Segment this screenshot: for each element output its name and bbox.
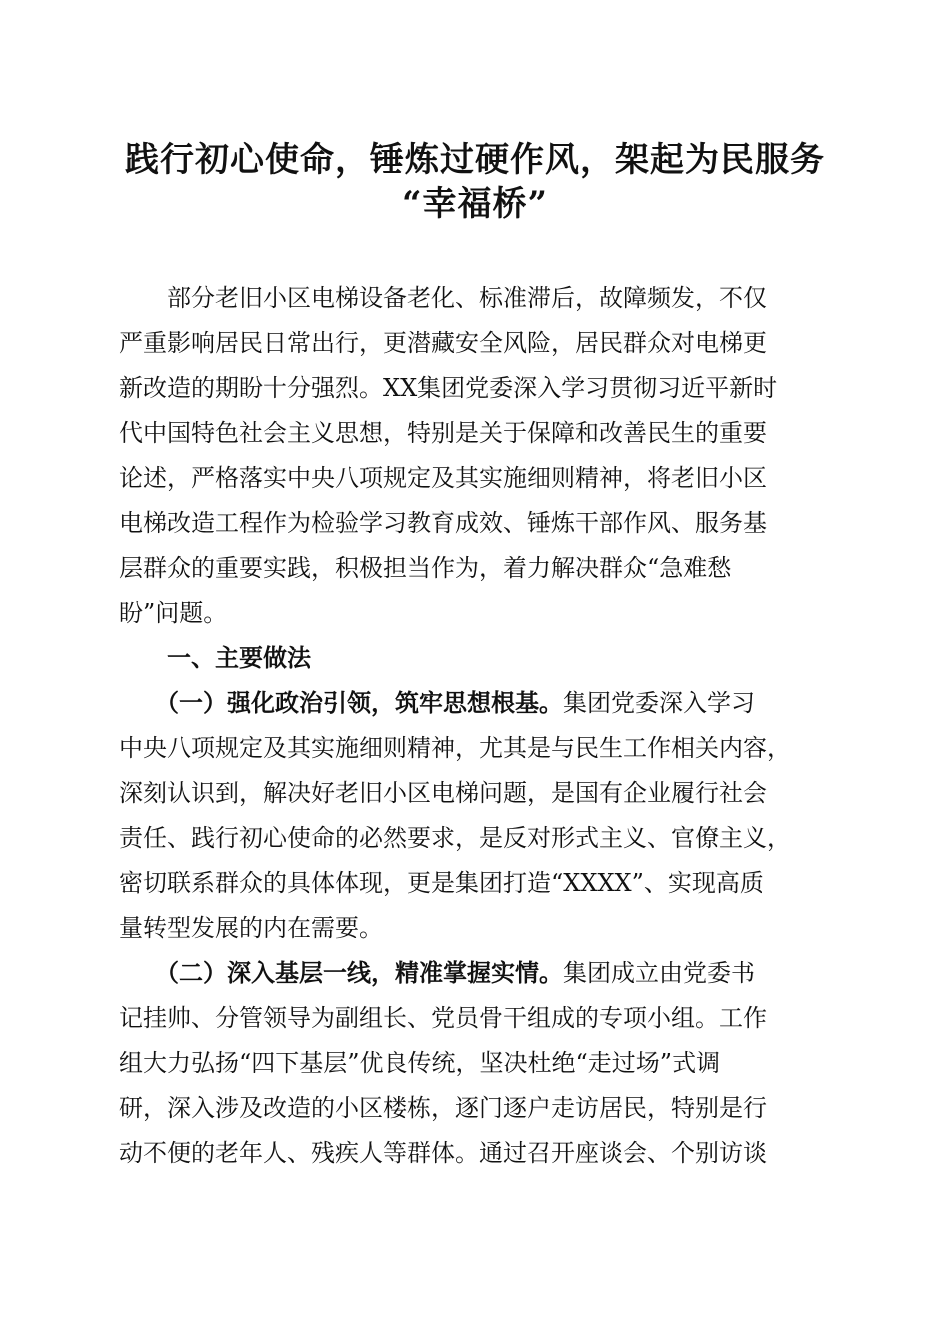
intro-line-8: 盼”问题。 — [119, 599, 228, 627]
sub-section-2-line-1: 集团成立由党委书 — [563, 959, 755, 987]
sub-section-1-line-2: 中央八项规定及其实施细则精神，尤其是与民生工作相关内容， — [119, 734, 791, 762]
sub-section-1-line-6: 量转型发展的内在需要。 — [119, 914, 383, 942]
intro-line-2: 严重影响居民日常出行，更潜藏安全风险，居民群众对电梯更 — [119, 329, 767, 357]
sub-section-2-line-4: 研，深入涉及改造的小区楼栋，逐门逐户走访居民，特别是行 — [119, 1094, 767, 1122]
intro-line-6: 电梯改造工程作为检验学习教育成效、锤炼干部作风、服务基 — [119, 509, 767, 537]
sub-section-1-first-line — [119, 688, 755, 718]
sub-section-1-line-3: 深刻认识到，解决好老旧小区电梯问题，是国有企业履行社会 — [119, 779, 767, 807]
intro-line-5: 论述，严格落实中央八项规定及其实施细则精神，将老旧小区 — [119, 464, 767, 492]
sub-section-1-line-1: 集团党委深入学习 — [563, 689, 755, 717]
sub-section-1-heading: （一）强化政治引领，筑牢思想根基。 — [119, 688, 563, 717]
sub-section-2-line-5: 动不便的老年人、残疾人等群体。通过召开座谈会、个别访谈 — [119, 1139, 767, 1167]
section-heading-1: 一、主要做法 — [119, 643, 311, 672]
sub-section-1-line-5: 密切联系群众的具体体现，更是集团打造“XXXX”、实现高质 — [119, 869, 764, 897]
sub-section-2-line-3: 组大力弘扬“四下基层”优良传统，坚决杜绝“走过场”式调 — [119, 1049, 721, 1077]
sub-section-2-line-2: 记挂帅、分管领导为副组长、党员骨干组成的专项小组。工作 — [119, 1004, 767, 1032]
document-title-line-1: 践行初心使命，锤炼过硬作风，架起为民服务 — [125, 140, 825, 180]
document-title-line-2: “幸福桥” — [401, 184, 549, 224]
sub-section-2-heading: （二）深入基层一线，精准掌握实情。 — [119, 958, 563, 987]
intro-line-3: 新改造的期盼十分强烈。XX集团党委深入学习贯彻习近平新时 — [119, 374, 778, 402]
sub-section-1-line-4: 责任、践行初心使命的必然要求，是反对形式主义、官僚主义， — [119, 824, 791, 852]
sub-section-2-first-line — [119, 958, 755, 988]
intro-line-1: 部分老旧小区电梯设备老化、标准滞后，故障频发，不仅 — [119, 284, 767, 312]
intro-line-4: 代中国特色社会主义思想，特别是关于保障和改善民生的重要 — [119, 419, 767, 447]
intro-line-7: 层群众的重要实践，积极担当作为，着力解决群众“急难愁 — [119, 554, 732, 582]
